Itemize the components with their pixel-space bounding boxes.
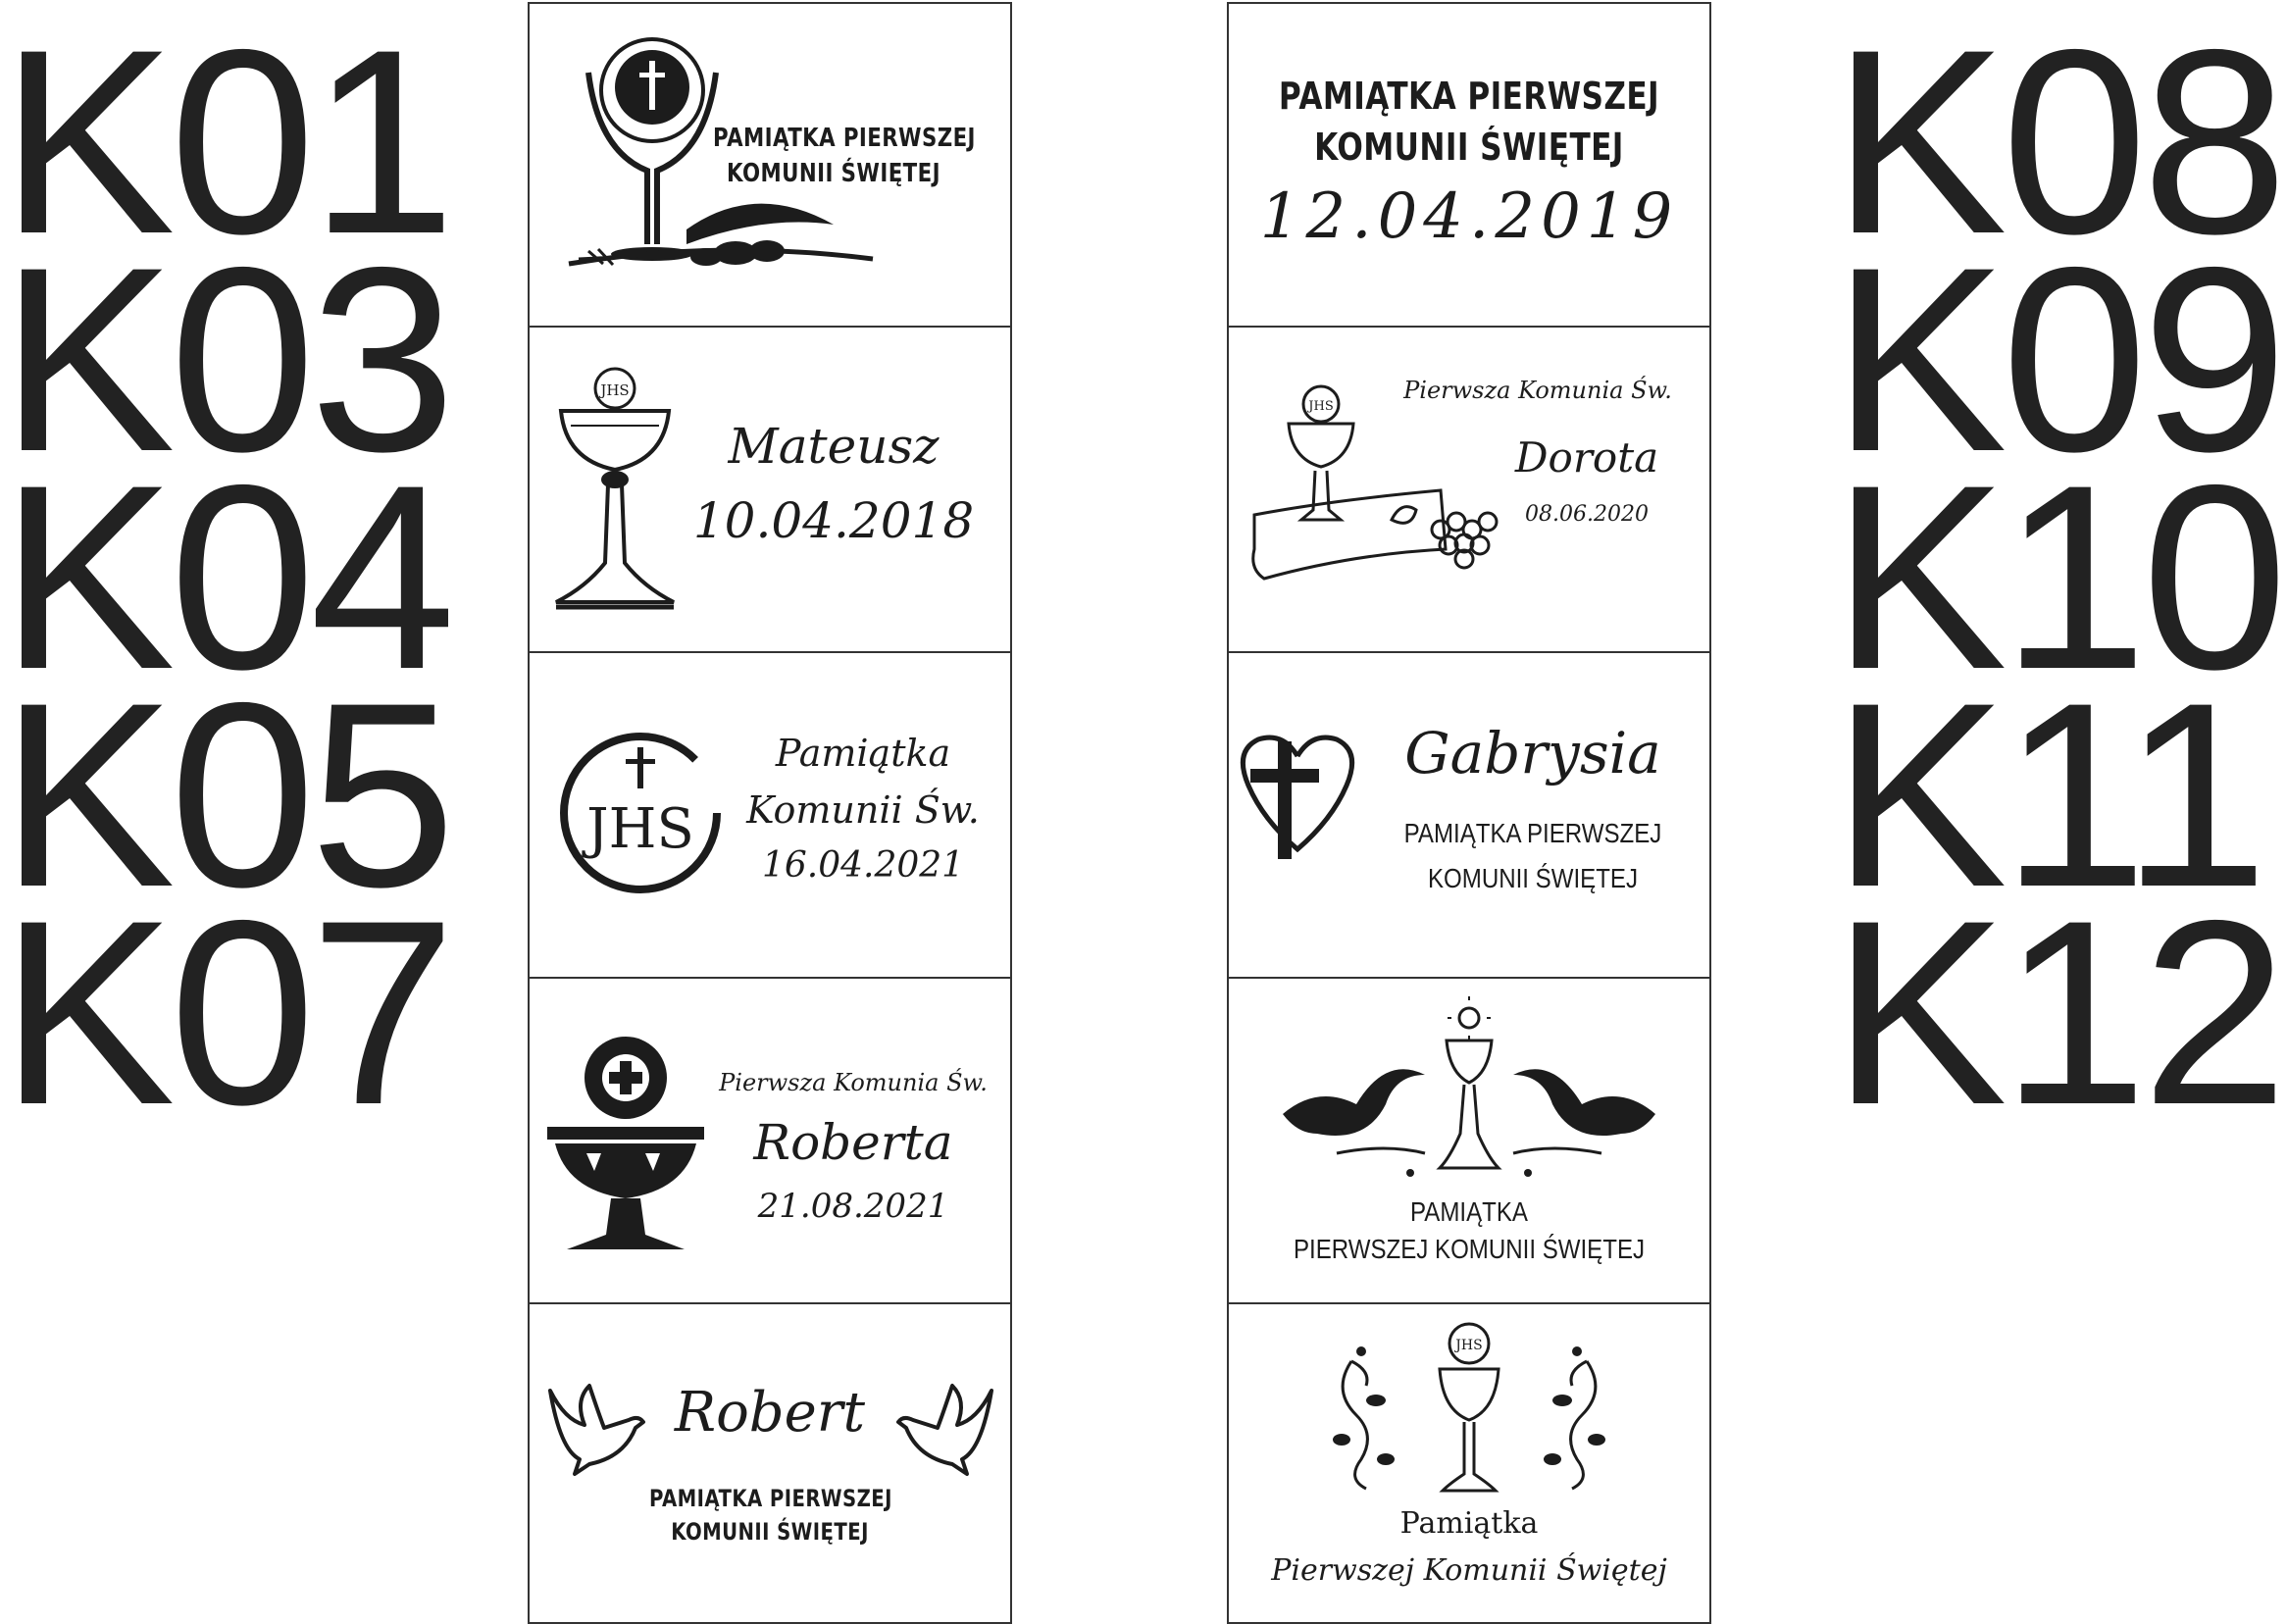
chalice-with-scroll-and-grapes-icon xyxy=(1245,382,1519,598)
panel-k10[interactable] xyxy=(1227,651,1711,979)
code-label-k09: K09 xyxy=(1832,212,2282,506)
k05-date: 21.08.2021 xyxy=(757,1187,949,1226)
code-label-k08: K08 xyxy=(1832,0,2282,288)
k10-line2: KOMUNII ŚWIĘTEJ xyxy=(1427,863,1639,893)
panel-k08[interactable] xyxy=(1227,2,1711,328)
code-label-k11: K11 xyxy=(1832,647,2262,941)
chalice-with-cross-host-icon xyxy=(547,1034,704,1259)
chalice-with-flourishes-icon xyxy=(1278,996,1660,1193)
k04-monogram: JHS xyxy=(586,797,694,861)
cross-in-heart-icon xyxy=(1239,732,1356,859)
k04-line2: Komunii Św. xyxy=(746,788,980,832)
code-label-k01: K01 xyxy=(0,0,450,288)
k09-host-monogram: JHS xyxy=(1308,399,1334,414)
code-label-k04: K04 xyxy=(0,430,450,724)
k12-line2: Pierwszej Komunii Świętej xyxy=(1271,1553,1667,1588)
k04-line1: Pamiątka xyxy=(775,732,951,775)
k07-line2: KOMUNII ŚWIĘTEJ xyxy=(671,1518,869,1546)
k08-date: 12.04.2019 xyxy=(1259,180,1679,253)
k11-line1: PAMIĄTKA xyxy=(1410,1196,1528,1227)
k10-name: Gabrysia xyxy=(1404,720,1661,787)
jhs-monogram-circle-icon xyxy=(557,730,724,896)
panel-k11[interactable] xyxy=(1227,977,1711,1304)
panel-k07[interactable] xyxy=(528,1302,1012,1624)
panel-k09[interactable] xyxy=(1227,326,1711,653)
k03-date: 10.04.2018 xyxy=(692,492,975,549)
k07-line1: PAMIĄTKA PIERWSZEJ xyxy=(649,1485,892,1512)
code-label-k05: K05 xyxy=(0,647,450,941)
k09-name: Dorota xyxy=(1514,433,1659,482)
panel-k01[interactable] xyxy=(528,2,1012,328)
code-label-k10: K10 xyxy=(1832,430,2282,724)
panel-k05[interactable] xyxy=(528,977,1012,1304)
code-label-k12: K12 xyxy=(1832,865,2282,1159)
chalice-with-host-icon xyxy=(551,367,679,622)
k01-line2: KOMUNII ŚWIĘTEJ xyxy=(727,159,940,188)
panel-k03[interactable] xyxy=(528,326,1012,653)
k08-line2: KOMUNII ŚWIĘTEJ xyxy=(1314,126,1624,169)
k05-name: Roberta xyxy=(753,1114,953,1171)
k05-line1: Pierwsza Komunia Św. xyxy=(719,1069,988,1096)
k12-host-monogram: JHS xyxy=(1455,1338,1483,1353)
k03-host-monogram: JHS xyxy=(600,381,630,399)
k11-line2: PIERWSZEJ KOMUNII ŚWIĘTEJ xyxy=(1293,1234,1646,1264)
panel-k04[interactable] xyxy=(528,651,1012,979)
chalice-with-floral-ornaments-icon xyxy=(1327,1322,1611,1498)
k09-line1: Pierwsza Komunia Św. xyxy=(1403,377,1672,404)
k07-name: Robert xyxy=(674,1381,866,1445)
k12-line1: Pamiątka xyxy=(1399,1506,1539,1541)
k01-line1: PAMIĄTKA PIERWSZEJ xyxy=(713,124,976,153)
chalice-with-wheat-icon xyxy=(559,33,883,279)
k08-line1: PAMIĄTKA PIERWSZEJ xyxy=(1278,75,1660,118)
panel-k12[interactable] xyxy=(1227,1302,1711,1624)
k03-name: Mateusz xyxy=(728,418,940,475)
code-label-k07: K07 xyxy=(0,865,450,1159)
k09-date: 08.06.2020 xyxy=(1525,502,1649,527)
k10-line1: PAMIĄTKA PIERWSZEJ xyxy=(1403,818,1662,848)
code-label-k03: K03 xyxy=(0,212,450,506)
k04-date: 16.04.2021 xyxy=(761,845,965,886)
